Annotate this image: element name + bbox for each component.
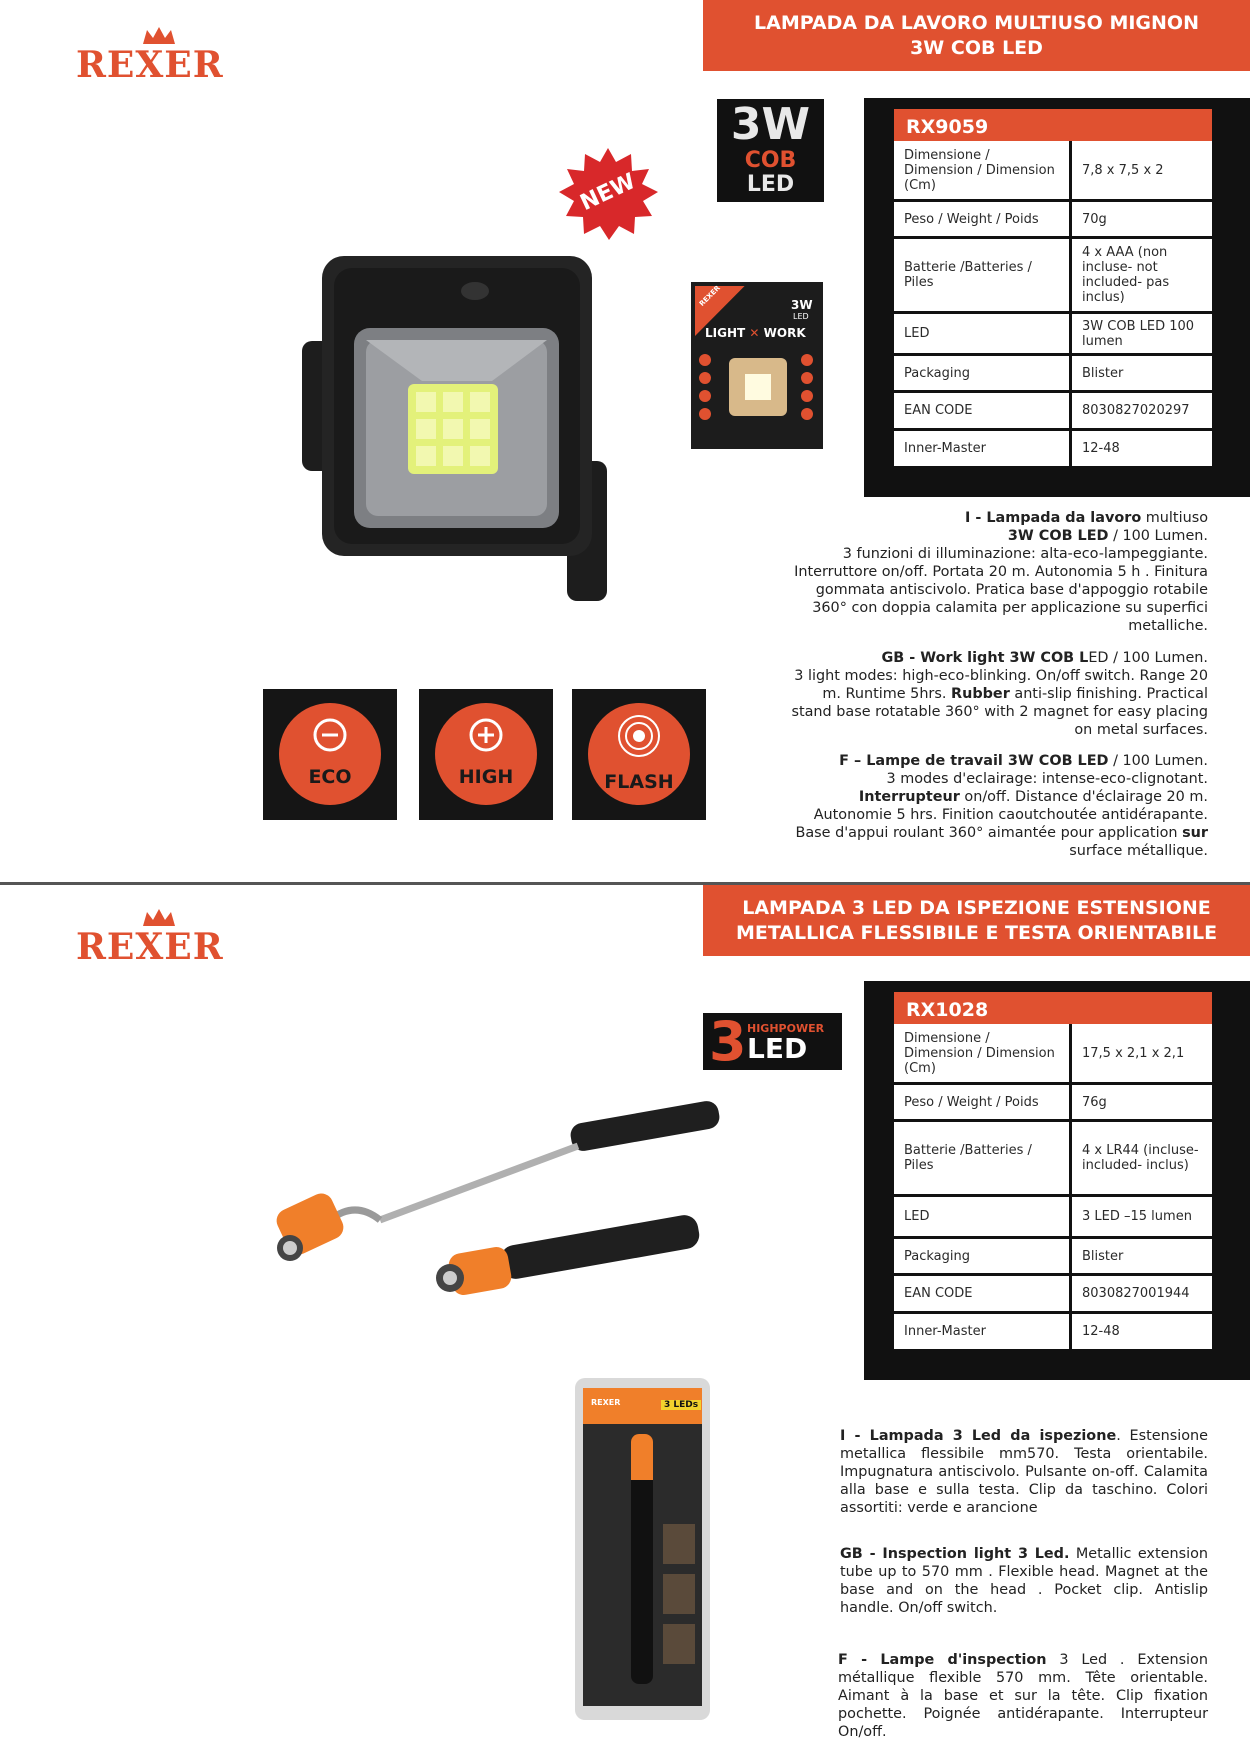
spec-value: 8030827020297 bbox=[1082, 403, 1190, 418]
inspection-light-image bbox=[260, 1100, 770, 1340]
spec-row-ean bbox=[894, 1276, 1212, 1311]
description-gb-2 bbox=[840, 1545, 1208, 1617]
product-title-line2: 3W COB LED bbox=[910, 36, 1043, 59]
badge-highpower: HIGHPOWER bbox=[747, 1022, 825, 1035]
flash-rings-icon bbox=[614, 711, 664, 761]
package-brand-2: REXER bbox=[591, 1398, 621, 1407]
desc-fr-rest: / 100 Lumen. bbox=[1108, 753, 1208, 769]
mode-tile-eco bbox=[263, 689, 397, 820]
spec-key: LED bbox=[894, 314, 1072, 353]
desc-gb-body: Metallic extension tube up to 570 mm . Flexible head. Magnet at the base and on the head . Pocket clip. Antislip handle. On/off switch. bbox=[840, 1546, 1208, 1616]
spec-row-dimension bbox=[894, 141, 1212, 199]
desc-it-bold: I - Lampada 3 Led da ispezione bbox=[840, 1428, 1117, 1444]
package-icons-left bbox=[699, 354, 713, 434]
new-badge bbox=[553, 146, 663, 242]
desc-gb-bold: GB - Inspection light 3 Led. bbox=[840, 1546, 1070, 1562]
spec-key: Packaging bbox=[894, 356, 1072, 390]
product-title-bar bbox=[703, 0, 1250, 71]
new-badge-label: NEW bbox=[576, 168, 640, 217]
product-title-line1: LAMPADA 3 LED DA ISPEZIONE ESTENSIONE bbox=[742, 896, 1211, 919]
badge-3w-text: 3W bbox=[730, 99, 811, 150]
spec-key: LED bbox=[894, 1197, 1072, 1236]
product-title-line2: METALLICA FLESSIBILE E TESTA ORIENTABILE bbox=[735, 921, 1218, 944]
spec-row-packaging bbox=[894, 356, 1212, 390]
spec-value: 17,5 x 2,1 x 2,1 bbox=[1082, 1045, 1185, 1061]
spec-value: 8030827001944 bbox=[1082, 1286, 1190, 1301]
desc-fr-bold2: Interrupteur bbox=[858, 789, 960, 805]
spec-value: 76g bbox=[1082, 1094, 1107, 1110]
product-title-bar-2 bbox=[703, 885, 1250, 956]
spec-row-batteries bbox=[894, 239, 1212, 311]
eco-minus-icon bbox=[310, 715, 350, 755]
inspection-light-illustration bbox=[260, 1100, 770, 1340]
spec-key: Batterie /Batteries / Piles bbox=[894, 1122, 1072, 1194]
spec-key: EAN CODE bbox=[894, 393, 1072, 428]
desc-it-body: . Estensione metallica flessibile mm570. Testa orientabile. Impugnatura antiscivolo. Pulsante on-off. Calamita alla base e sulla testa. Clip da taschino. Colori assortiti: verde e arancione bbox=[840, 1428, 1208, 1516]
package-body bbox=[583, 1424, 702, 1706]
spec-key: Inner-Master bbox=[894, 431, 1072, 466]
description-fr-2 bbox=[838, 1651, 1208, 1741]
spec-value: 7,8 x 7,5 x 2 bbox=[1082, 162, 1164, 178]
badge-cob-text: COB bbox=[744, 148, 797, 173]
package-light-work bbox=[705, 326, 806, 340]
brand-name: REXER bbox=[76, 44, 224, 86]
desc-fr-body3: surface métallique. bbox=[1069, 843, 1208, 859]
spec-key: Peso / Weight / Poids bbox=[894, 1085, 1072, 1119]
3w-cob-led-badge bbox=[717, 99, 824, 202]
spec-value: 70g bbox=[1082, 211, 1107, 227]
badge-led-text: LED bbox=[746, 172, 795, 197]
spec-row-ean bbox=[894, 393, 1212, 428]
package-3w: 3W bbox=[791, 298, 813, 312]
spec-row-inner-master bbox=[894, 1314, 1212, 1349]
desc-it-bold: I - Lampada da lavoro bbox=[965, 510, 1142, 526]
work-light-image bbox=[292, 246, 612, 616]
spec-panel-rx1028 bbox=[864, 981, 1250, 1380]
spec-row-led bbox=[894, 1197, 1212, 1236]
desc-it-rest2: / 100 Lumen. bbox=[1108, 528, 1208, 544]
desc-gb-rest: ED / 100 Lumen. bbox=[1088, 650, 1208, 666]
spec-value: Blister bbox=[1082, 1248, 1124, 1264]
description-fr-1 bbox=[790, 752, 1208, 860]
package-x: ✕ bbox=[749, 326, 760, 340]
package-thumbnail bbox=[691, 282, 823, 449]
package-lamp-led bbox=[745, 374, 771, 400]
mode-tile-high bbox=[419, 689, 553, 820]
high-plus-icon bbox=[466, 715, 506, 755]
spec-row-inner-master bbox=[894, 431, 1212, 466]
desc-gb-bold2: Rubber bbox=[951, 686, 1010, 702]
spec-value: 3W COB LED 100 lumen bbox=[1082, 318, 1195, 349]
spec-key: Batterie /Batteries / Piles bbox=[894, 239, 1072, 311]
desc-fr-body: 3 Led . Extension métallique flexible 570 mm. Tête orientable. Aimant à la base et sur la tête. Clip fixation pochette. Poignée antidérapante. Interrupteur On/off. bbox=[838, 1652, 1208, 1740]
spec-key: Inner-Master bbox=[894, 1314, 1072, 1349]
spec-row-packaging bbox=[894, 1239, 1212, 1273]
package-icons-right bbox=[801, 354, 815, 434]
rexer-logo-2 bbox=[76, 908, 246, 978]
desc-fr-bold: F – Lampe de travail 3W COB LED bbox=[839, 753, 1109, 769]
product-title-line1: LAMPADA DA LAVORO MULTIUSO MIGNON bbox=[754, 11, 1199, 34]
spec-key: Dimensione / Dimension / Dimension (Cm) bbox=[894, 1024, 1072, 1082]
package-image-2 bbox=[575, 1378, 710, 1720]
highpower-led-badge bbox=[703, 1010, 842, 1073]
spec-value: 4 x AAA (non incluse- not included- pas inclus) bbox=[1082, 245, 1170, 305]
rexer-logo bbox=[76, 26, 246, 96]
package-header bbox=[583, 1388, 702, 1424]
package-brand: REXER bbox=[697, 284, 722, 308]
description-gb-1 bbox=[790, 649, 1208, 739]
product-code-2: RX1028 bbox=[894, 992, 1212, 1029]
description-it-1 bbox=[790, 509, 1208, 635]
spec-value: 4 x LR44 (incluse- included- inclus) bbox=[1082, 1143, 1199, 1173]
spec-row-weight bbox=[894, 202, 1212, 236]
product-code: RX9059 bbox=[894, 109, 1212, 146]
spec-key: EAN CODE bbox=[894, 1276, 1072, 1311]
spec-key: Dimensione / Dimension / Dimension (Cm) bbox=[894, 141, 1072, 199]
package-led: LED bbox=[793, 312, 809, 321]
brand-name: REXER bbox=[76, 926, 224, 968]
desc-it-bold2: 3W COB LED bbox=[1007, 528, 1109, 544]
spec-value: 12-48 bbox=[1082, 1324, 1120, 1339]
spec-row-weight bbox=[894, 1085, 1212, 1119]
spec-row-dimension bbox=[894, 1024, 1212, 1082]
mode-label-flash: FLASH bbox=[604, 771, 674, 793]
desc-it-body: 3 funzioni di illuminazione: alta-eco-lampeggiante. Interruttore on/off. Portata 20 m. Autonomia 5 h . Finitura gommata antiscivolo. Pratica base d'appoggio rotabile 360° con doppia calamita per applicazione su superfici metalliche. bbox=[794, 546, 1208, 634]
desc-gb-body2: anti-slip finishing. Practical stand base rotatable 360° with 2 magnet for easy placing on metal surfaces. bbox=[791, 686, 1208, 738]
desc-fr-body2: on/off. Distance d'éclairage 20 m. Autonomie 5 hrs. Finition caoutchoutée antidérapante. Base d'appui roulant 360° aimantée pour application bbox=[795, 789, 1208, 841]
spec-panel-rx9059 bbox=[864, 98, 1250, 497]
desc-fr-body1: 3 modes d'eclairage: intense-eco-clignotant. bbox=[886, 771, 1208, 787]
mode-tile-flash bbox=[572, 689, 706, 820]
crown-icon bbox=[141, 26, 177, 46]
package-work: WORK bbox=[763, 326, 806, 340]
work-light-illustration bbox=[292, 246, 612, 616]
desc-gb-body1: 3 light modes: high-eco-blinking. On/off switch. Range 20 m. Runtime 5hrs. bbox=[794, 668, 1208, 702]
spec-key: Peso / Weight / Poids bbox=[894, 202, 1072, 236]
spec-key: Packaging bbox=[894, 1239, 1072, 1273]
package-lamp-window bbox=[729, 358, 787, 416]
package-badge-2: 3 LEDs bbox=[661, 1400, 701, 1410]
mode-label-high: HIGH bbox=[458, 766, 514, 788]
badge-3: 3 bbox=[709, 1010, 747, 1073]
package-light: LIGHT bbox=[705, 326, 746, 340]
spec-value: 3 LED –15 lumen bbox=[1082, 1209, 1192, 1224]
package-photo-2 bbox=[663, 1574, 695, 1614]
package-photo-1 bbox=[663, 1524, 695, 1564]
description-it-2 bbox=[840, 1427, 1208, 1517]
desc-gb-bold: GB - Work light 3W COB L bbox=[881, 650, 1089, 666]
spec-value: 12-48 bbox=[1082, 441, 1120, 456]
spec-row-led bbox=[894, 314, 1212, 353]
desc-it-rest: multiuso bbox=[1141, 510, 1208, 526]
mode-label-eco: ECO bbox=[308, 766, 352, 788]
crown-icon bbox=[141, 908, 177, 928]
package-flashlight-head bbox=[631, 1434, 653, 1480]
desc-fr-bold3: sur bbox=[1182, 825, 1208, 841]
spec-value: Blister bbox=[1082, 365, 1124, 381]
spec-row-batteries bbox=[894, 1122, 1212, 1194]
package-photo-3 bbox=[663, 1624, 695, 1664]
desc-fr-bold: F - Lampe d'inspection bbox=[838, 1652, 1047, 1668]
badge-led: LED bbox=[747, 1032, 808, 1065]
